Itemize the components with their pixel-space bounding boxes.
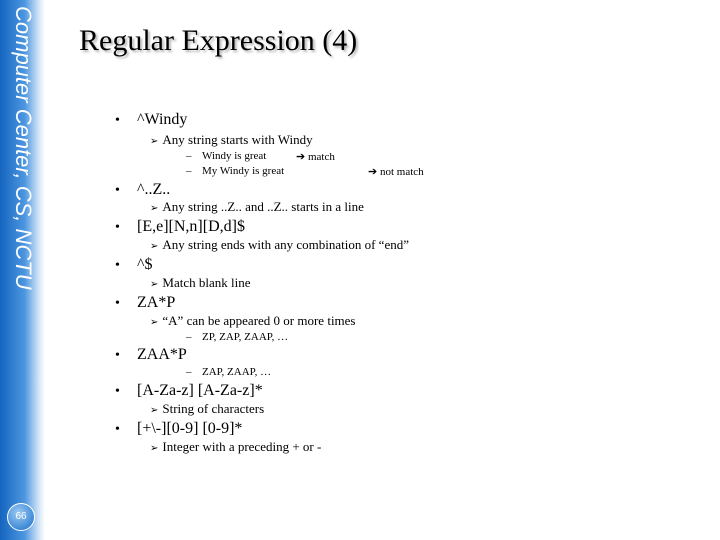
bullet-8-sub [150, 439, 321, 455]
right-arrow-icon: ➔ [368, 166, 378, 178]
sidebar-band [0, 0, 45, 540]
page-number-badge: 66 [7, 503, 35, 531]
bullet-6-example [186, 366, 271, 378]
dash-marker: – [186, 331, 192, 343]
arrowhead-icon: ➢ [150, 317, 159, 328]
arrowhead-icon: ➢ [150, 136, 159, 147]
bullet-6-example-text: ZAP, ZAAP, … [202, 366, 272, 378]
bullet-1-example-1 [186, 150, 266, 162]
bullet-dot: • [115, 348, 120, 363]
bullet-2-sub [150, 199, 364, 215]
bullet-8-sub-text: Integer with a preceding + or - [162, 439, 322, 454]
dash-marker: – [186, 150, 192, 162]
bullet-1-example-2 [186, 165, 284, 177]
bullet-3-sub-text: Any string ends with any combination of “end” [162, 237, 409, 252]
bullet-1-text: ^Windy [137, 111, 188, 128]
bullet-dot: • [115, 384, 120, 399]
bullet-dot: • [115, 220, 120, 235]
sidebar-label: Computer Center, CS, NCTU [11, 6, 36, 290]
arrowhead-icon: ➢ [150, 203, 159, 214]
right-arrow-icon: ➔ [296, 151, 306, 163]
not-match-label: not match [379, 166, 424, 178]
bullet-7-text: [A-Za-z] [A-Za-z]* [137, 382, 263, 399]
bullet-4-sub-text: Match blank line [162, 275, 251, 290]
bullet-8-text: [+\-][0-9] [0-9]* [137, 420, 243, 437]
bullet-3-text: [E,e][N,n][D,d]$ [137, 218, 245, 235]
match-label: match [307, 151, 335, 163]
bullet-7-sub-text: String of characters [162, 401, 265, 416]
slide-title: Regular Expression (4) [79, 24, 358, 57]
bullet-6-text: ZAA*P [137, 346, 187, 363]
dash-marker: – [186, 366, 192, 378]
bullet-dot: • [115, 258, 120, 273]
bullet-2-sub-text: Any string ..Z.. and ..Z.. starts in a line [162, 199, 364, 214]
bullet-1-example-2-result [368, 165, 424, 178]
bullet-dot: • [115, 296, 120, 311]
arrowhead-icon: ➢ [150, 241, 159, 252]
bullet-3-sub [150, 237, 409, 253]
bullet-5-text: ZA*P [137, 294, 176, 311]
example-1-text: Windy is great [202, 150, 267, 162]
bullet-4-text: ^$ [137, 256, 153, 273]
dash-marker: – [186, 165, 192, 177]
arrowhead-icon: ➢ [150, 443, 159, 454]
bullet-1-sub [150, 132, 313, 148]
bullet-1-example-1-result [296, 150, 335, 163]
bullet-dot: • [115, 422, 120, 437]
bullet-4-sub [150, 275, 250, 291]
bullet-5-example [186, 331, 288, 343]
bullet-dot: • [115, 113, 120, 128]
bullet-5-example-text: ZP, ZAP, ZAAP, … [202, 331, 289, 343]
bullet-dot: • [115, 183, 120, 198]
arrowhead-icon: ➢ [150, 279, 159, 290]
arrowhead-icon: ➢ [150, 405, 159, 416]
bullet-5-sub-text: “A” can be appeared 0 or more times [162, 313, 356, 328]
bullet-5-sub [150, 313, 356, 329]
bullet-2-text: ^..Z.. [137, 181, 171, 198]
bullet-7-sub [150, 401, 264, 417]
bullet-1-sub-text: Any string starts with Windy [162, 132, 313, 147]
example-2-text: My Windy is great [202, 165, 285, 177]
